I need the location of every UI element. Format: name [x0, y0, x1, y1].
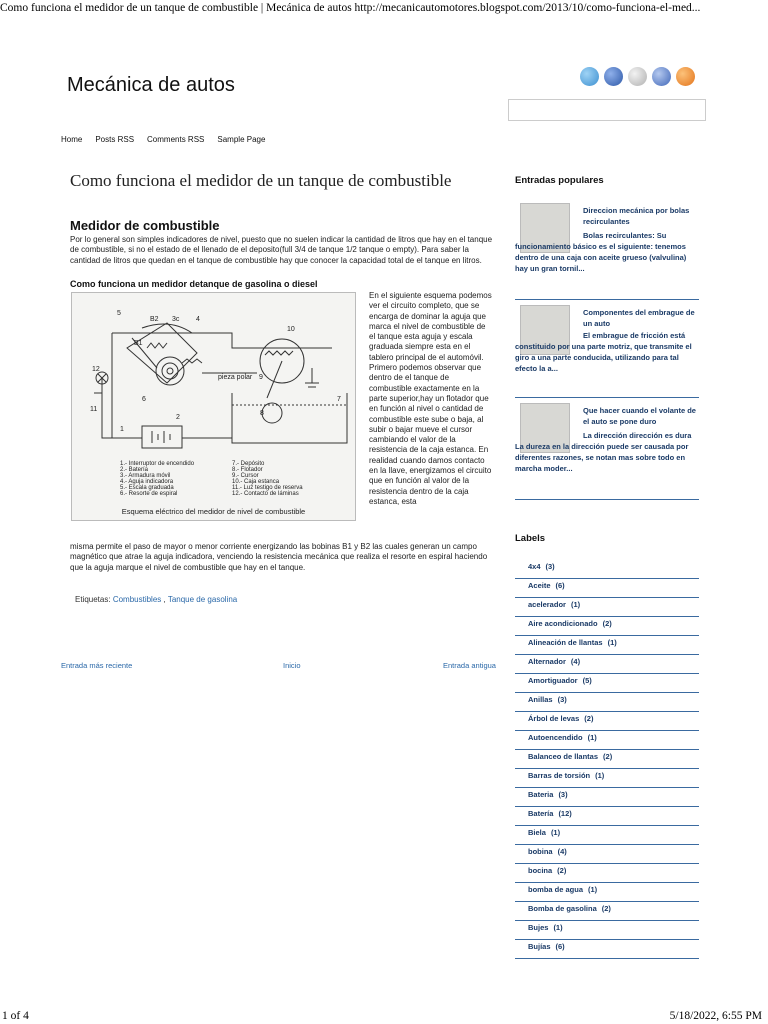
label-name[interactable]: Aire acondicionado: [528, 619, 598, 628]
label-item[interactable]: [515, 693, 699, 712]
label-name[interactable]: bobina: [528, 847, 553, 856]
labels-list: [515, 560, 699, 959]
diagram-label: B1: [134, 340, 143, 347]
diagram-label: 6: [142, 396, 146, 403]
label-item[interactable]: [515, 883, 699, 902]
label-name[interactable]: Amortiguador: [528, 676, 578, 685]
newer-post-link[interactable]: Entrada más reciente: [61, 661, 133, 670]
legend-item: 8.- Flotador: [232, 467, 263, 473]
continuation-paragraph: misma permite el paso de mayor o menor corriente energizando las bobinas B1 y B2 las cuales generan un campo magnético que atrae la aguja indicadora, venciendo la resistencia mecánica que realiza el resorte en espiral haciendo que la aguja marque el nivel de combustible que hay en el tanque.: [70, 542, 488, 572]
label-item[interactable]: [515, 864, 699, 883]
label-count: (2): [603, 752, 613, 761]
tag-link[interactable]: Tanque de gasolina: [167, 595, 238, 604]
legend-item: 9.- Cursor: [232, 473, 259, 479]
popular-post-snippet: Bolas recirculantes: Su funcionamiento básico es el siguiente: tenemos dentro de una caja con aceite grueso (valvulina) hay un gran tornil...: [515, 231, 687, 273]
label-count: (2): [601, 904, 611, 913]
label-count: (12): [558, 809, 572, 818]
popular-post-item[interactable]: [515, 200, 699, 300]
nav-sample-page[interactable]: Sample Page: [217, 135, 266, 144]
label-name[interactable]: Bateria: [528, 790, 554, 799]
label-count: (2): [584, 714, 594, 723]
legend-item: 5.- Escala graduada: [120, 485, 174, 491]
label-item[interactable]: [515, 579, 699, 598]
legend-item: 7.- Depósito: [232, 461, 265, 467]
popular-posts-heading: Entradas populares: [515, 175, 604, 186]
label-name[interactable]: bocina: [528, 866, 553, 875]
label-item[interactable]: [515, 845, 699, 864]
legend-item: 11.- Luz testigo de reserva: [232, 485, 303, 491]
tag-link[interactable]: Combustibles: [112, 595, 162, 604]
popular-post-item[interactable]: [515, 400, 699, 500]
search-input[interactable]: [508, 99, 706, 121]
label-count: (2): [557, 866, 567, 875]
diagram-label: 5: [117, 310, 121, 317]
nav-posts-rss[interactable]: Posts RSS: [95, 135, 135, 144]
label-count: (2): [602, 619, 612, 628]
legend-item: 2.- Batería: [120, 467, 149, 473]
nav-home[interactable]: Home: [61, 135, 83, 144]
label-name[interactable]: Árbol de levas: [528, 714, 580, 723]
legend-item: 4.- Aguja indicadora: [120, 479, 174, 485]
social-icons: [580, 67, 695, 86]
subheading: Como funciona un medidor detanque de gasolina o diesel: [70, 279, 318, 289]
top-nav: [61, 135, 265, 144]
legend-item: 6.- Resorte de espiral: [120, 491, 178, 497]
diagram-label: 11: [90, 406, 98, 413]
label-item[interactable]: [515, 902, 699, 921]
circuit-schematic: [72, 293, 355, 497]
label-name[interactable]: Bomba de gasolina: [528, 904, 597, 913]
label-count: (3): [545, 562, 555, 571]
label-name[interactable]: Alineación de llantas: [528, 638, 603, 647]
label-item[interactable]: [515, 731, 699, 750]
label-item[interactable]: [515, 560, 699, 579]
figure-caption: Esquema eléctrico del medidor de nivel de combustible: [121, 507, 306, 516]
popular-post-title[interactable]: Componentes del embrague de un auto: [583, 308, 695, 328]
legend-item: 1.- Interruptor de encendido: [120, 461, 195, 467]
label-name[interactable]: 4x4: [528, 562, 541, 571]
print-page-number: 1 of 4: [2, 1010, 29, 1022]
label-item[interactable]: [515, 921, 699, 940]
home-link[interactable]: Inicio: [283, 661, 301, 670]
popular-post-title[interactable]: Que hacer cuando el volante de el auto se pone duro: [583, 406, 696, 426]
label-item[interactable]: [515, 617, 699, 636]
label-item[interactable]: [515, 826, 699, 845]
label-name[interactable]: Autoencendido: [528, 733, 583, 742]
label-name[interactable]: Barras de torsión: [528, 771, 591, 780]
label-count: (1): [570, 600, 581, 609]
print-datetime: 5/18/2022, 6:55 PM: [669, 1010, 762, 1022]
label-count: (1): [553, 923, 563, 932]
tags-label: Etiquetas:: [75, 595, 111, 604]
legend-item: 12.- Contacto de láminas: [232, 491, 299, 497]
label-name[interactable]: Aceite: [528, 581, 551, 590]
label-name[interactable]: Alternador: [528, 657, 566, 666]
older-post-link[interactable]: Entrada antigua: [443, 661, 496, 670]
popular-post-snippet: El embrague de fricción está constituido por una parte motriz, que transmite el giro a una parte conducida, utilizando para tal efecto la a...: [515, 331, 692, 373]
label-count: (4): [557, 847, 567, 856]
label-count: (6): [555, 581, 565, 590]
label-item[interactable]: [515, 769, 699, 788]
post-title: Como funciona el medidor de un tanque de combustible: [70, 171, 452, 190]
diagram-label: 2: [176, 414, 180, 421]
diagram-label: 8: [260, 410, 264, 417]
diagram-label: 7: [337, 396, 341, 403]
label-item[interactable]: [515, 598, 699, 617]
label-item[interactable]: [515, 750, 699, 769]
print-header: Como funciona el medidor de un tanque de combustible | Mecánica de autos http://mecanicautomotores.blogspot.com/2013/10/como-funciona-el-med...: [0, 2, 701, 14]
diagram-label: [218, 374, 253, 381]
legend-item: 10.- Caja estanca: [232, 479, 280, 485]
popular-post-item[interactable]: [515, 302, 699, 398]
facebook-icon[interactable]: [604, 67, 623, 86]
label-name[interactable]: Biela: [528, 828, 546, 837]
label-name[interactable]: Bujías: [528, 942, 551, 951]
pieza-polar-label: pieza polar: [218, 374, 253, 381]
label-name[interactable]: bomba de agua: [528, 885, 584, 894]
diagram-label: 10: [287, 326, 295, 333]
label-item[interactable]: [515, 712, 699, 731]
share-icon[interactable]: [652, 67, 671, 86]
popular-post-snippet: La dirección dirección es dura La dureza en la dirección puede ser causada por diferentes razones, se notan mas sobre todo en marcha moder...: [515, 431, 692, 473]
site-title[interactable]: Mecánica de autos: [67, 74, 235, 96]
email-icon[interactable]: [628, 67, 647, 86]
post-tags: [75, 595, 237, 604]
diagram-label: 3c: [172, 316, 180, 323]
intro-paragraph: Por lo general son simples indicadores de nivel, puesto que no suelen indicar la cantidad de litros que hay en el tanque de combustible, si no el estado de el llenado de el deposito(full 3/4 de tanque 1/2 tanque o empty). Para saber la cantidad de litros que quedan en el tanque de combustible hay que conocer la capacidad total de el tanque en litros.: [70, 235, 493, 265]
label-count: (1): [588, 885, 598, 894]
label-item[interactable]: [515, 807, 699, 826]
legend-item: 3.- Armadura móvil: [120, 473, 171, 479]
diagram-label: 4: [196, 316, 200, 323]
label-count: (3): [558, 790, 568, 799]
label-name[interactable]: Bujes: [528, 923, 549, 932]
nav-comments-rss[interactable]: Comments RSS: [147, 135, 205, 144]
label-count: (1): [550, 828, 561, 837]
label-item[interactable]: [515, 636, 699, 655]
labels-heading: Labels: [515, 533, 546, 544]
diagram-label: 1: [120, 426, 124, 433]
twitter-icon[interactable]: [580, 67, 599, 86]
label-item[interactable]: [515, 655, 699, 674]
label-count: (5): [582, 676, 592, 685]
tag-separator: ,: [163, 595, 166, 604]
label-name[interactable]: acelerador: [528, 600, 566, 609]
label-count: (1): [587, 733, 597, 742]
label-count: (4): [570, 657, 581, 666]
label-name[interactable]: Batería: [528, 809, 554, 818]
label-count: (6): [555, 942, 565, 951]
label-name[interactable]: Anillas: [528, 695, 553, 704]
rss-icon[interactable]: [676, 67, 695, 86]
label-item[interactable]: [515, 940, 699, 959]
label-item[interactable]: [515, 788, 699, 807]
diagram-label: B2: [150, 316, 159, 323]
fuel-gauge-diagram: [71, 292, 356, 521]
popular-post-title[interactable]: Direccion mecánica por bolas recirculantes: [583, 206, 690, 226]
label-item[interactable]: [515, 674, 699, 693]
label-count: (1): [595, 771, 605, 780]
diagram-label: 9: [259, 374, 263, 381]
label-name[interactable]: Balanceo de llantas: [528, 752, 599, 761]
explanation-paragraph: En el siguiente esquema podemos ver el circuito completo, que se encarga de dominar la aguja que marca el nivel de combustible de el tanque esta aguja y escala graduada siempre esta en el tablero principal de el automóvil. Primero podemos observar que dentro de el tanque de combustible exactamente en la parte superior,hay un flotador que en función al nivel o cantidad de combustible este sube o baja, al subir o bajar mueve el cursor cambiando el valor de la resistencia de la caja estanca. En realidad cuando damos contacto en la llave, energizamos el circuito que en función al valor de la resistencia dentro de la caja estanca, esta: [369, 291, 492, 506]
diagram-label: 12: [92, 366, 100, 373]
label-count: (1): [607, 638, 617, 647]
label-count: (3): [557, 695, 567, 704]
section-title: Medidor de combustible: [70, 218, 220, 233]
